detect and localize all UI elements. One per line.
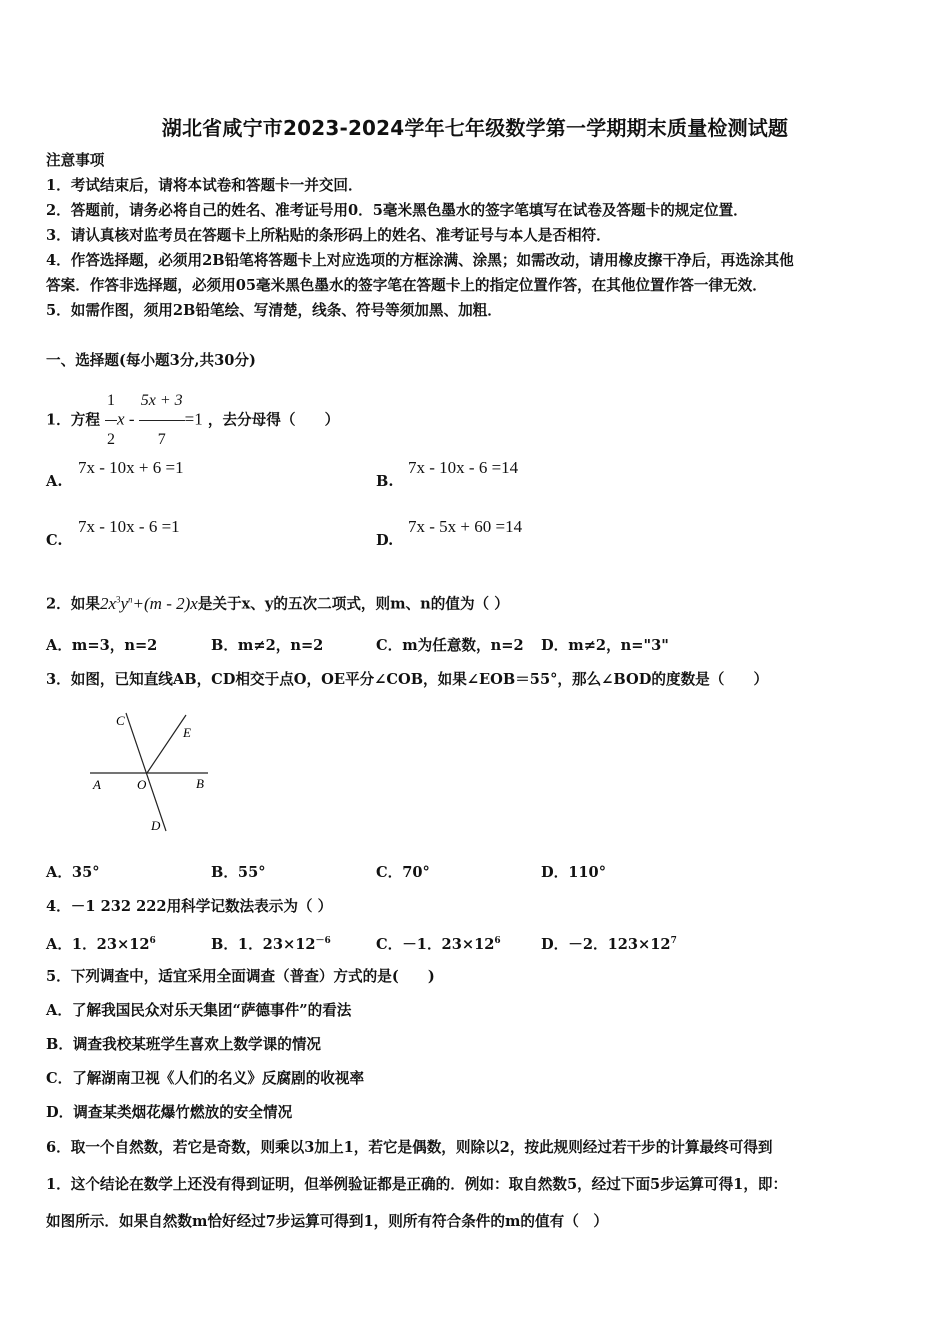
ray-oe bbox=[147, 715, 186, 773]
label-e: E bbox=[183, 725, 191, 740]
q3-option-c: C．70° bbox=[376, 864, 430, 881]
q3-option-a: A．35° bbox=[46, 864, 100, 881]
q5-option-c: C．了解湖南卫视《人们的名义》反腐剧的收视率 bbox=[46, 1070, 365, 1087]
option-label-d: D. bbox=[376, 532, 394, 549]
q4-option-b: B．1．$23\times 12^{-6}$ bbox=[211, 935, 331, 953]
question-6-line-2: 1．这个结论在数学上还没有得到证明，但举例验证都是正确的．例如：取自然数5，经过下面5步运算可得1，即： bbox=[46, 1176, 788, 1193]
page-title: 湖北省咸宁市2023-2024学年七年级数学第一学期期末质量检测试题 bbox=[161, 116, 789, 140]
q1-option-d: 7x - 5x + 60 =14 bbox=[408, 517, 523, 536]
label-a: A bbox=[93, 777, 101, 792]
label-c: C bbox=[116, 713, 125, 728]
q4-option-d: D．－2．$123\times 12^7$ bbox=[541, 935, 677, 953]
label-d: D bbox=[151, 818, 161, 833]
question-1: 1．方程 $\frac{1}{2}$ x - $\frac{5x + 3}{7}$ =1 ，去分母得（ ） bbox=[46, 382, 339, 459]
section-heading: 一、选择题(每小题3分,共30分) bbox=[46, 352, 256, 369]
polynomial-expression: $2x^3y^n+(m - 2)x$ bbox=[99, 593, 198, 613]
line-cd bbox=[126, 713, 166, 831]
question-6-line-1: 6．取一个自然数，若它是奇数，则乘以3加上1，若它是偶数，则除以2，按此规则经过若干步的计算最终可得到 bbox=[46, 1139, 773, 1156]
q2-option-b: B．m≠2，n=2 bbox=[211, 637, 324, 654]
question-1-prefix: 1．方程 bbox=[46, 411, 100, 429]
option-label-c: C. bbox=[46, 532, 63, 549]
q5-option-a: A．了解我国民众对乐天集团“萨德事件”的看法 bbox=[46, 1002, 352, 1019]
q2-option-d: D．m≠2，n="3" bbox=[541, 637, 669, 654]
fraction-one-half: $\frac{1}{2}$ bbox=[105, 382, 117, 459]
q1-option-b: 7x - 10x - 6 =14 bbox=[408, 458, 519, 477]
q3-option-b: B．55° bbox=[211, 864, 266, 881]
notice-item: 2．答题前，请务必将自己的姓名、准考证号用0．5毫米黑色墨水的签字笔填写在试卷及答题卡的规定位置． bbox=[46, 202, 748, 219]
question-3: 3．如图，已知直线AB，CD相交于点O，OE平分∠COB，如果∠EOB＝55°，那么∠BOD的度数是（ ） bbox=[46, 671, 769, 688]
question-2: 2．如果$2x^3y^n+(m - 2)x$是关于x、y的五次二项式，则m、n的值为（ ） bbox=[46, 593, 509, 613]
notice-heading: 注意事项 bbox=[46, 152, 105, 169]
question-1-suffix: ，去分母得（ ） bbox=[207, 411, 340, 429]
notice-item: 1．考试结束后，请将本试卷和答题卡一并交回． bbox=[46, 177, 363, 194]
q5-option-b: B．调查我校某班学生喜欢上数学课的情况 bbox=[46, 1036, 322, 1053]
q3-option-d: D．110° bbox=[541, 864, 607, 881]
question-4: 4．－1 232 222用科学记数法表示为（ ） bbox=[46, 898, 333, 915]
option-label-b: B. bbox=[376, 473, 394, 490]
label-o: O bbox=[137, 777, 147, 792]
question-5: 5．下列调查中，适宜采用全面调查（普查）方式的是( ) bbox=[46, 968, 435, 985]
notice-item: 5．如需作图，须用2B铅笔绘、写清楚，线条、符号等须加黑、加粗． bbox=[46, 302, 502, 319]
fraction-5x-plus-3-over-7: $\frac{5x + 3}{7}$ bbox=[139, 382, 185, 459]
q4-option-c: C．－1．$23\times 12^6$ bbox=[376, 935, 501, 953]
q2-option-c: C．m为任意数，n=2 bbox=[376, 637, 524, 654]
q1-option-a: 7x - 10x + 6 =1 bbox=[78, 458, 184, 477]
label-b: B bbox=[196, 776, 204, 791]
q1-option-c: 7x - 10x - 6 =1 bbox=[78, 517, 180, 536]
notice-item: 3．请认真核对监考员在答题卡上所粘贴的条形码上的姓名、准考证号与本人是否相符． bbox=[46, 227, 611, 244]
notice-item: 4．作答选择题，必须用2B铅笔将答题卡上对应选项的方框涂满、涂黑；如需改动，请用橡皮擦干净后，再选涂其他 bbox=[46, 252, 794, 269]
notice-item: 答案．作答非选择题，必须用05毫米黑色墨水的签字笔在答题卡上的指定位置作答，在其他位置作答一律无效． bbox=[46, 277, 767, 294]
option-label-a: A. bbox=[46, 473, 63, 490]
q5-option-d: D．调查某类烟花爆竹燃放的安全情况 bbox=[46, 1104, 293, 1121]
q4-option-a: A．1．$23\times 12^6$ bbox=[46, 935, 156, 953]
intersecting-lines-figure bbox=[80, 705, 220, 840]
question-6-line-3: 如图所示．如果自然数m恰好经过7步运算可得到1，则所有符合条件的m的值有（ ） bbox=[46, 1213, 608, 1230]
q2-option-a: A．m=3，n=2 bbox=[46, 637, 158, 654]
